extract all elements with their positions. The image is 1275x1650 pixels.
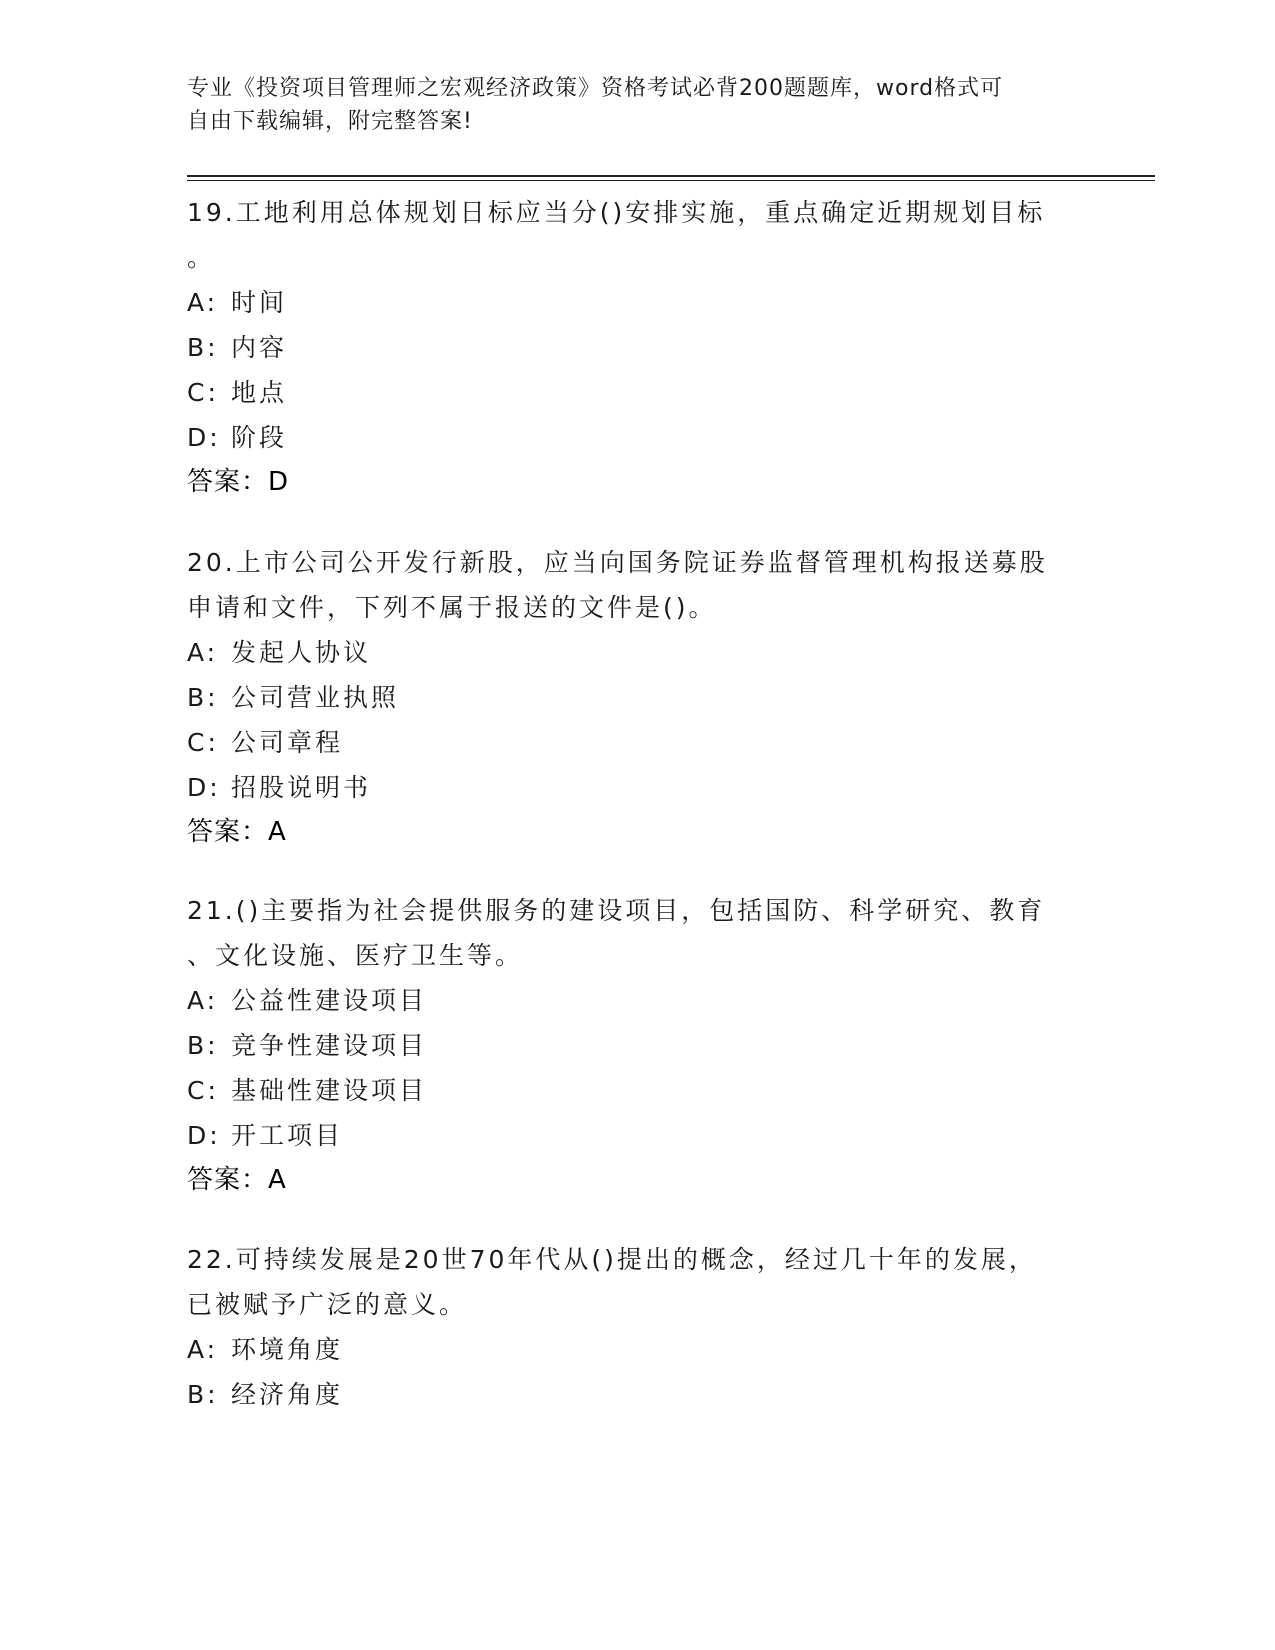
question-20 — [187, 540, 1077, 855]
question-text: 22.可持续发展是20世70年代从()提出的概念，经过几十年的发展， — [187, 1245, 1037, 1274]
answer: 答案：A — [187, 1165, 287, 1195]
option-text: 竞争性建设项目 — [231, 1031, 428, 1060]
option-key: C: — [187, 378, 219, 407]
option-key: C: — [187, 728, 219, 757]
question-text: 20.上市公司公开发行新股，应当向国务院证券监督管理机构报送募股 — [187, 548, 1048, 577]
option-text: 地点 — [231, 378, 288, 407]
option-text: 招股说明书 — [231, 773, 372, 802]
option-d — [187, 1113, 1077, 1158]
question-19 — [187, 190, 1077, 505]
question-22 — [187, 1237, 1077, 1417]
option-a — [187, 1327, 1077, 1372]
header-line-1: 专业《投资项目管理师之宏观经济政策》资格考试必背200题题库，word格式可 — [187, 76, 1004, 101]
option-text: 内容 — [231, 333, 288, 362]
option-b — [187, 1372, 1077, 1417]
option-text: 基础性建设项目 — [231, 1076, 428, 1105]
option-key: A: — [187, 638, 219, 667]
option-key: D: — [187, 423, 221, 452]
header-line-2: 自由下载编辑，附完整答案! — [187, 109, 473, 134]
option-text: 时间 — [231, 288, 288, 317]
option-text: 发起人协议 — [231, 638, 372, 667]
document-page — [187, 0, 1087, 1650]
option-key: A: — [187, 986, 219, 1015]
question-text-continued: 。 — [187, 243, 216, 272]
option-a — [187, 978, 1077, 1023]
option-key: D: — [187, 1121, 221, 1150]
option-key: B: — [187, 333, 219, 362]
option-text: 开工项目 — [231, 1121, 344, 1150]
option-d — [187, 415, 1077, 460]
option-key: B: — [187, 1380, 219, 1409]
question-text: 21.()主要指为社会提供服务的建设项目，包括国防、科学研究、教育 — [187, 896, 1046, 925]
option-text: 公司章程 — [231, 728, 344, 757]
question-21 — [187, 888, 1077, 1203]
option-key: D: — [187, 773, 221, 802]
option-a — [187, 280, 1077, 325]
question-text-continued: 已被赋予广泛的意义。 — [187, 1290, 468, 1319]
option-c — [187, 1068, 1077, 1113]
answer: 答案：D — [187, 467, 290, 497]
option-a — [187, 630, 1077, 675]
document-header — [187, 72, 1067, 138]
option-b — [187, 1023, 1077, 1068]
option-key: B: — [187, 1031, 219, 1060]
option-b — [187, 325, 1077, 370]
question-text-continued: 、文化设施、医疗卫生等。 — [187, 941, 524, 970]
answer: 答案：A — [187, 817, 287, 847]
question-text: 19.工地利用总体规划日标应当分()安排实施，重点确定近期规划目标 — [187, 198, 1046, 227]
option-key: A: — [187, 1335, 219, 1364]
header-divider — [187, 175, 1155, 177]
option-text: 阶段 — [231, 423, 288, 452]
option-text: 经济角度 — [231, 1380, 344, 1409]
option-c — [187, 370, 1077, 415]
option-key: B: — [187, 683, 219, 712]
option-c — [187, 720, 1077, 765]
option-text: 公益性建设项目 — [231, 986, 428, 1015]
option-d — [187, 765, 1077, 810]
option-key: A: — [187, 288, 219, 317]
question-text-continued: 申请和文件，下列不属于报送的文件是()。 — [187, 593, 717, 622]
option-text: 公司营业执照 — [231, 683, 400, 712]
option-text: 环境角度 — [231, 1335, 344, 1364]
option-key: C: — [187, 1076, 219, 1105]
option-b — [187, 675, 1077, 720]
header-divider-thin — [187, 180, 1155, 181]
